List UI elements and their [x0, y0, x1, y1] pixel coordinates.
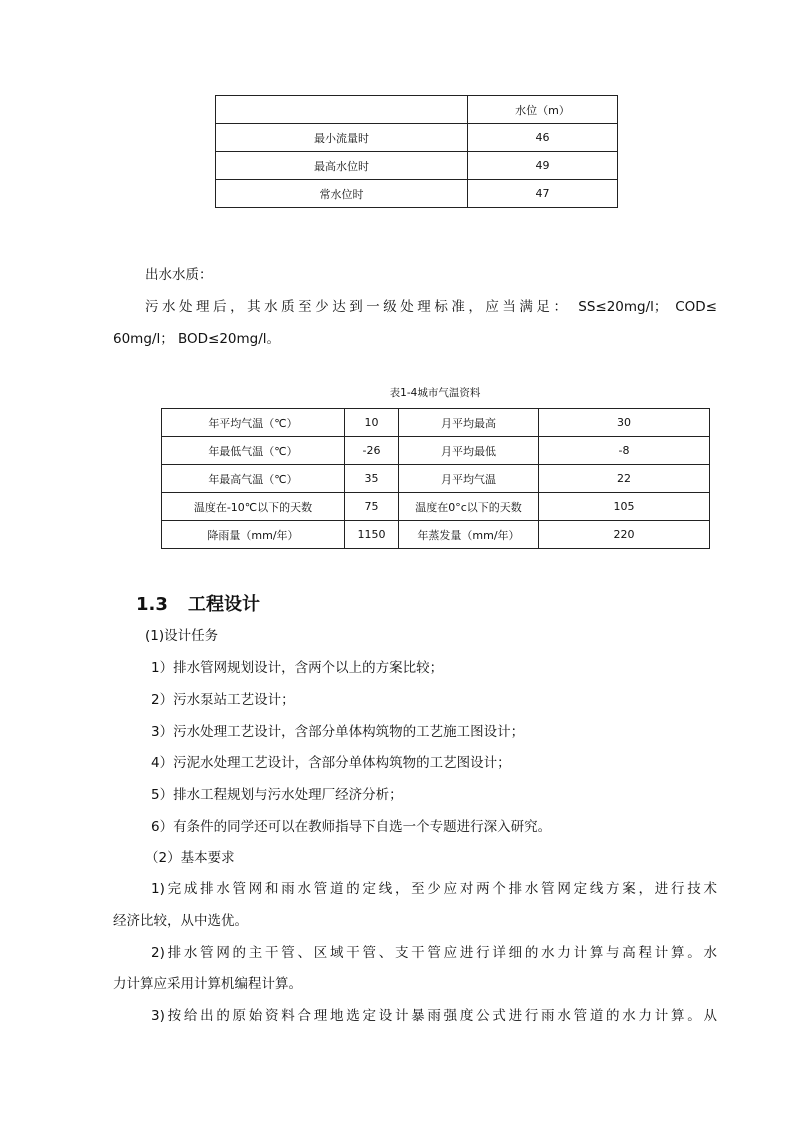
- table-cell: 最小流量时: [216, 124, 468, 152]
- table-cell: [216, 96, 468, 124]
- task-item: 1）排水管网规划设计，含两个以上的方案比较；: [151, 660, 444, 676]
- table-row: [216, 180, 618, 208]
- table-cell: 30: [539, 409, 710, 437]
- section-number: 1.3: [136, 594, 168, 615]
- table-cell: 常水位时: [216, 180, 468, 208]
- task-item: 6）有条件的同学还可以在教师指导下自选一个专题进行深入研究。: [151, 819, 552, 835]
- table-cell: 22: [539, 465, 710, 493]
- table-cell: 年蒸发量（mm/年）: [399, 521, 539, 549]
- table-row: [216, 124, 618, 152]
- table-cell: 49: [468, 152, 618, 180]
- section-heading: [136, 590, 260, 616]
- section-title: 工程设计: [188, 594, 260, 615]
- table-cell: 1150: [345, 521, 399, 549]
- table-cell: -26: [345, 437, 399, 465]
- table-cell: 年最低气温（℃）: [162, 437, 345, 465]
- city-temperature-table: [161, 408, 710, 549]
- table-cell: 75: [345, 493, 399, 521]
- requirements-heading: （2）基本要求: [145, 850, 235, 866]
- effluent-text-line1: 污水处理后，其水质至少达到一级处理标准，应当满足： SS≤20mg/l； COD≤: [145, 299, 717, 315]
- table-cell: 月平均气温: [399, 465, 539, 493]
- table-cell: 105: [539, 493, 710, 521]
- table-cell: 10: [345, 409, 399, 437]
- requirement-2-line2: 力计算应采用计算机编程计算。: [113, 976, 302, 992]
- requirement-1-line1: 1)完成排水管网和雨水管道的定线，至少应对两个排水管网定线方案，进行技术: [151, 881, 717, 897]
- requirement-3-line1: 3)按给出的原始资料合理地选定设计暴雨强度公式进行雨水管道的水力计算。从: [151, 1008, 717, 1024]
- table-row: [162, 465, 710, 493]
- table-header-cell: 水位（m）: [468, 96, 618, 124]
- task-item: 3）污水处理工艺设计，含部分单体构筑物的工艺施工图设计；: [151, 724, 525, 740]
- requirement-1-line2: 经济比较，从中选优。: [113, 913, 248, 929]
- table-cell: 220: [539, 521, 710, 549]
- table-cell: 月平均最高: [399, 409, 539, 437]
- water-level-table: [215, 95, 618, 208]
- table-cell: 47: [468, 180, 618, 208]
- table-cell: 温度在-10℃以下的天数: [162, 493, 345, 521]
- table-cell: 月平均最低: [399, 437, 539, 465]
- table-cell: 降雨量（mm/年）: [162, 521, 345, 549]
- task-item: 2）污水泵站工艺设计；: [151, 692, 295, 708]
- table-cell: 年平均气温（℃）: [162, 409, 345, 437]
- task-heading: (1)设计任务: [145, 628, 219, 644]
- table-row: [162, 409, 710, 437]
- effluent-heading: 出水水质：: [145, 267, 213, 283]
- task-item: 4）污泥水处理工艺设计，含部分单体构筑物的工艺图设计；: [151, 755, 511, 771]
- table-cell: -8: [539, 437, 710, 465]
- table-cell: 最高水位时: [216, 152, 468, 180]
- table-row: [216, 152, 618, 180]
- table-cell: 温度在0°c以下的天数: [399, 493, 539, 521]
- requirement-2-line1: 2)排水管网的主干管、区域干管、支干管应进行详细的水力计算与高程计算。水: [151, 945, 717, 961]
- table-row: [162, 493, 710, 521]
- table-row: [216, 96, 618, 124]
- table-caption: 表1-4城市气温资料: [389, 387, 481, 399]
- effluent-text-line2: 60mg/l； BOD≤20mg/l。: [113, 331, 281, 347]
- table-cell: 35: [345, 465, 399, 493]
- table-row: [162, 521, 710, 549]
- task-item: 5）排水工程规划与污水处理厂经济分析；: [151, 787, 403, 803]
- table-cell: 46: [468, 124, 618, 152]
- table-row: [162, 437, 710, 465]
- table-cell: 年最高气温（℃）: [162, 465, 345, 493]
